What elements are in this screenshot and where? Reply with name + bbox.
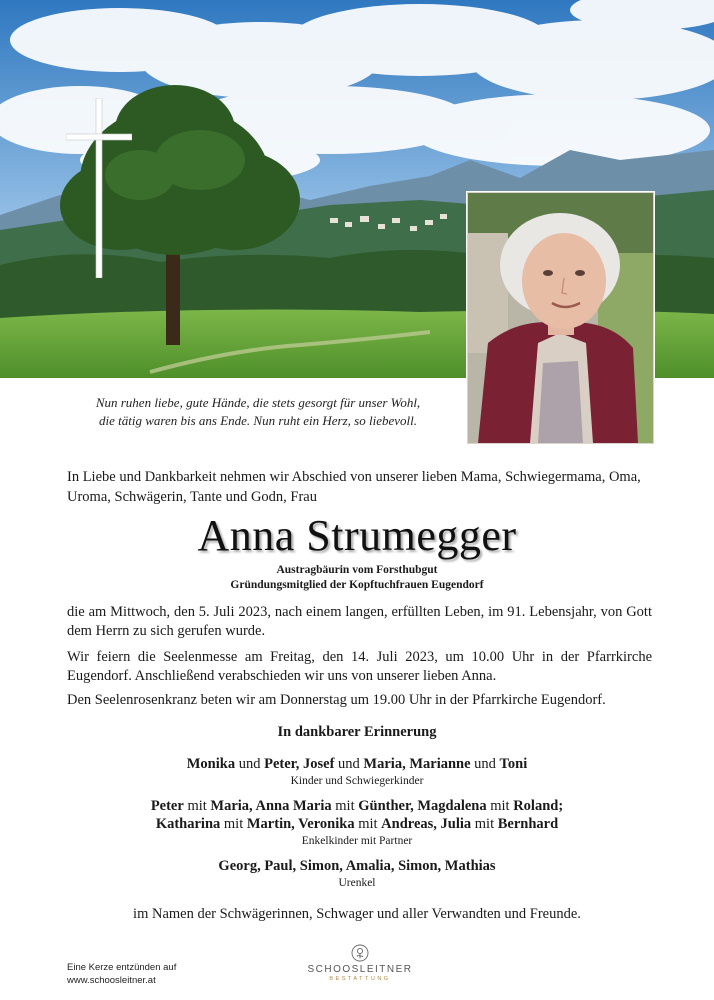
children-names — [0, 755, 714, 774]
connector: und — [334, 756, 364, 772]
connector: mit — [331, 798, 359, 814]
deceased-name: Anna Strumegger — [197, 511, 517, 560]
family-name: Martin, Veronika — [246, 816, 355, 832]
family-name: Peter — [150, 798, 184, 814]
grandchildren-role: Enkelkinder mit Partner — [301, 835, 413, 847]
mass-paragraph: Wir feiern die Seelenmesse am Freitag, den 14. Juli 2023, um 10.00 Uhr in der Pfarrkirche Eugendorf. Anschließend verabschieden wir uns von unserer lieben Anna. — [67, 649, 652, 684]
connector: und — [470, 756, 500, 772]
death-paragraph: die am Mittwoch, den 5. Juli 2023, nach einem langen, erfüllten Leben, im 91. Lebensjahr, von Gott dem Herrn zu sich gerufen wurde. — [67, 604, 652, 639]
family-name: Günther, Magdalena — [358, 798, 487, 814]
verse — [48, 394, 468, 430]
family-name: Toni — [499, 756, 528, 772]
family-name: Monika — [186, 756, 236, 772]
grandchildren-line-2 — [0, 815, 714, 834]
connector: und — [235, 756, 265, 772]
connector: mit — [183, 798, 211, 814]
connector: mit — [220, 816, 247, 832]
children-role: Kinder und Schwiegerkinder — [290, 775, 424, 787]
family-name: Maria, Anna Maria — [210, 798, 332, 814]
portrait-photo — [467, 192, 654, 444]
great-grandchildren-names — [0, 857, 714, 876]
connector: mit — [486, 798, 514, 814]
rosary-paragraph: Den Seelenrosenkranz beten wir am Donnerstag um 19.00 Uhr in der Pfarrkirche Eugendorf. — [67, 692, 606, 708]
connector: mit — [354, 816, 382, 832]
logo-name: SCHOOSLEITNER — [307, 964, 413, 975]
great-grandchildren-role: Urenkel — [338, 877, 376, 889]
family-name: Maria, Marianne — [363, 756, 471, 772]
verse-line: die tätig waren bis ans Ende. Nun ruht ein Herz, so liebevoll. — [99, 413, 417, 428]
family-name: Bernhard — [497, 816, 559, 832]
family-name: Georg, Paul, Simon, Amalia, Simon, Mathias — [218, 858, 496, 874]
funeral-home-logo — [300, 944, 420, 982]
rose-icon — [351, 944, 369, 962]
connector: mit — [471, 816, 498, 832]
family-name: Roland; — [513, 798, 564, 814]
verse-line: Nun ruhen liebe, gute Hände, die stets gesorgt für unser Wohl, — [95, 395, 421, 410]
family-name: Katharina — [155, 816, 221, 832]
deceased-membership: Gründungsmitglied der Kopftuchfrauen Eugendorf — [230, 579, 484, 591]
memory-heading: In dankbarer Erinnerung — [277, 724, 437, 740]
family-name: Peter, Josef — [264, 756, 335, 772]
grandchildren-line-1 — [0, 797, 714, 816]
closing-text: im Namen der Schwägerinnen, Schwager und aller Verwandten und Freunde. — [133, 906, 581, 922]
candle-note — [67, 961, 176, 987]
deceased-title: Austragbäurin vom Forsthubgut — [276, 564, 438, 576]
candle-text: Eine Kerze entzünden auf — [67, 962, 177, 973]
intro-text: In Liebe und Dankbarkeit nehmen wir Abschied von unserer lieben Mama, Schwiegermama, Oma, Uroma, Schwägerin, Tante und Godn, Frau — [67, 469, 641, 505]
cross-icon — [66, 98, 132, 278]
logo-subtitle: BESTATTUNG — [329, 976, 391, 982]
family-name: Andreas, Julia — [381, 816, 472, 832]
website-link[interactable]: www.schoosleitner.at — [67, 975, 156, 986]
